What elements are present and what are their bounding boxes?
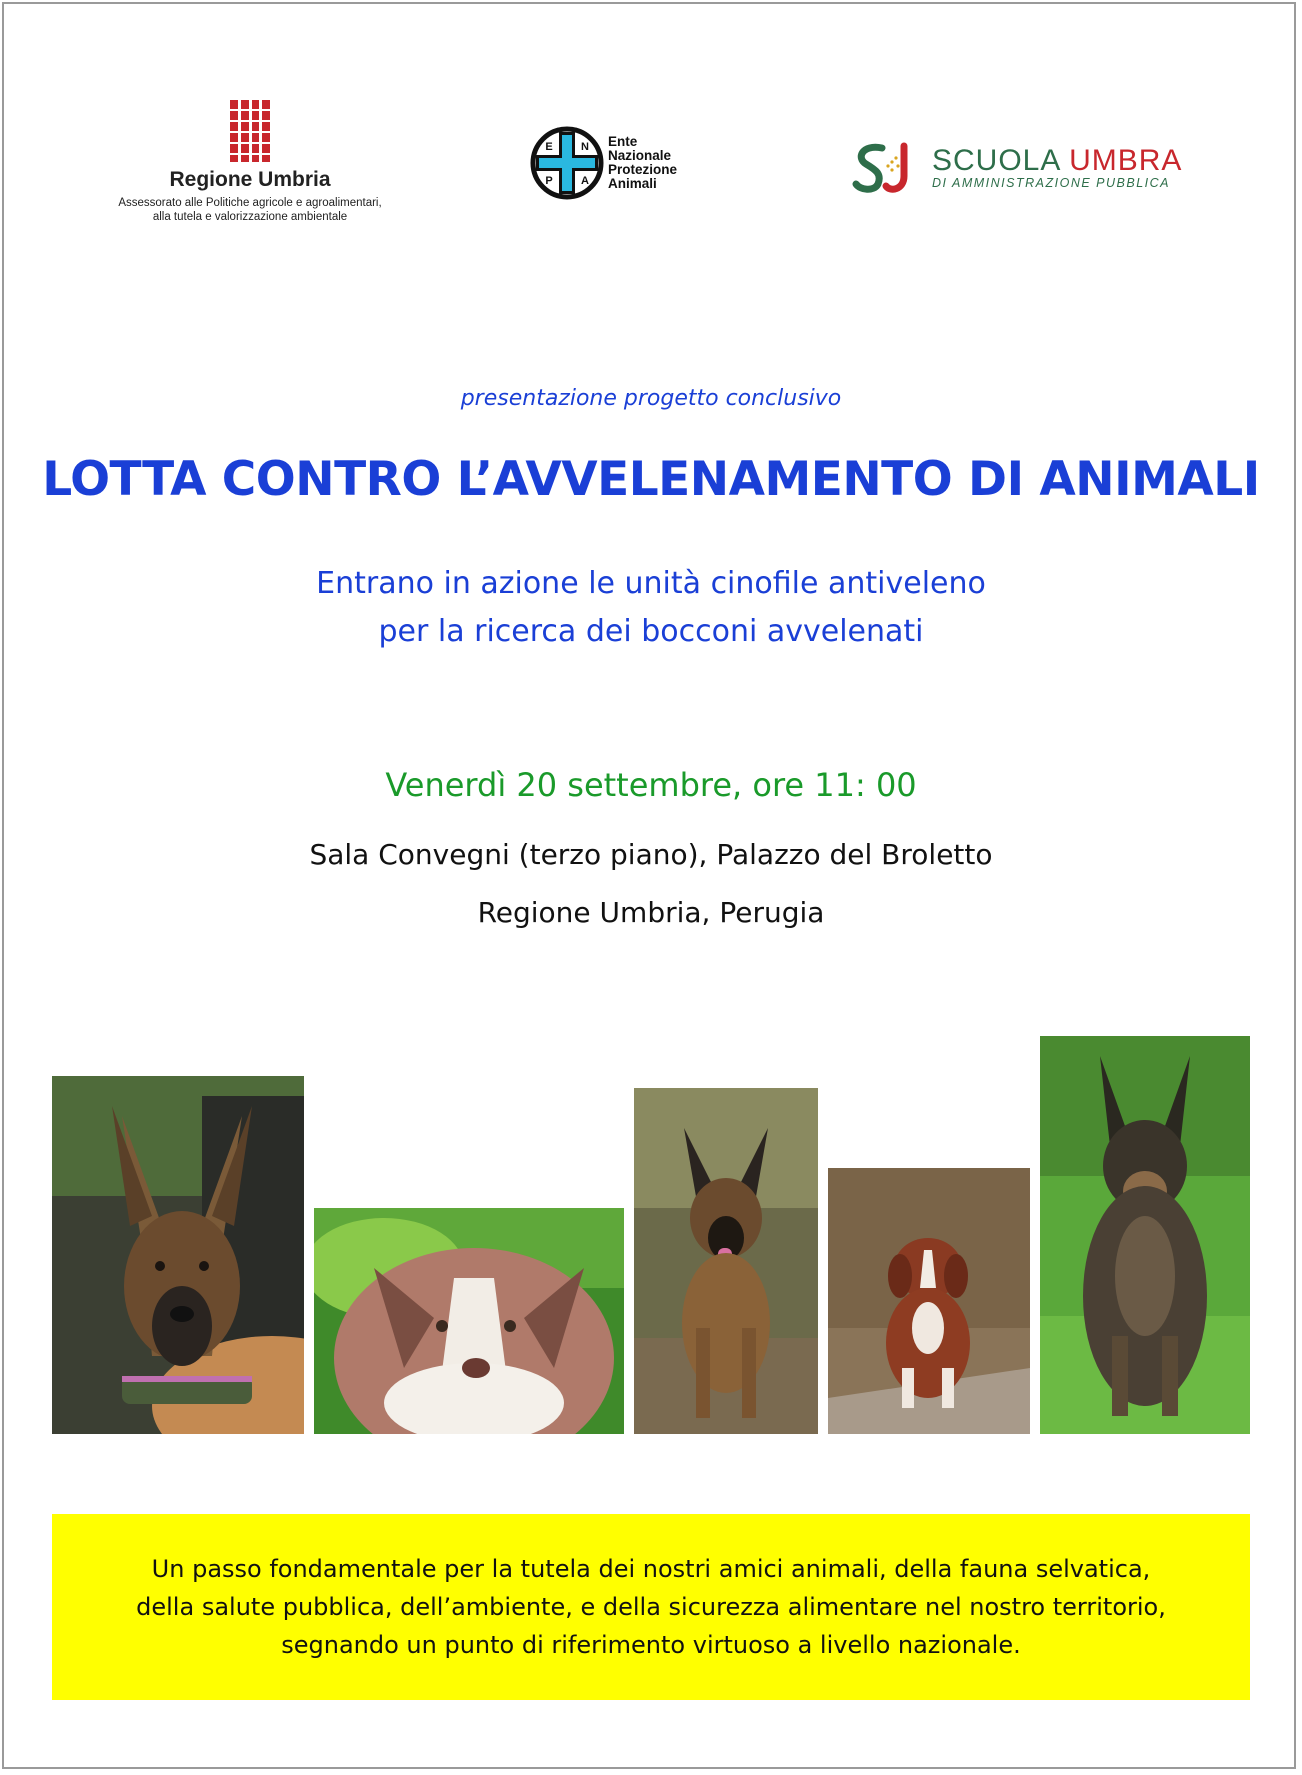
event-subtitle: Entrano in azione le unità cinofile antiveleno per la ricerca dei bocconi avvelenati [316,566,986,649]
enpa-cross-icon [530,126,604,200]
event-location: Sala Convegni (terzo piano), Palazzo del Broletto Regione Umbria, Perugia [309,838,993,929]
mission-text: Un passo fondamentale per la tutela dei nostri amici animali, della fauna selvatica, della salute pubblica, dell’ambiente, e della sicurezza alimentare nel nostro territorio, segnando un punto di riferimento virtuoso a livello nazionale. [136,1555,1166,1659]
event-title: LOTTA CONTRO L’AVVELENAMENTO DI ANIMALI [42,452,1260,507]
enpa-letter-n: N [581,141,589,153]
enpa-letter-p: P [545,175,553,187]
event-pretitle: presentazione progetto conclusivo [460,386,842,411]
enpa-logo [530,126,677,200]
enpa-name: Ente Nazionale Protezione Animali [608,134,678,191]
enpa-letter-e: E [545,141,553,153]
event-date: Venerdì 20 settembre, ore 11: 00 [385,766,917,804]
regione-umbria-name: Regione Umbria [169,168,331,191]
regione-umbria-logo [115,100,385,224]
scuola-umbra-subtitle: DI AMMINISTRAZIONE PUBBLICA [932,176,1170,190]
malinois-sitting-photo [634,1088,818,1434]
enpa-letter-a: A [581,175,589,187]
regione-umbria-department: Assessorato alle Politiche agricole e agroalimentari, alla tutela e valorizzazione ambientale [118,197,382,223]
scuola-umbra-title: SCUOLA UMBRA [932,144,1183,177]
german-shepherd-photo [1040,1036,1250,1434]
mission-banner [52,1514,1250,1700]
scuola-umbra-su-icon [852,140,926,196]
australian-shepherd-photo [314,1208,624,1434]
scuola-umbra-logo [852,140,1182,196]
regione-umbria-emblem-icon [230,100,270,162]
brown-dog-photo [828,1168,1030,1434]
malinois-car-photo [52,1076,304,1434]
